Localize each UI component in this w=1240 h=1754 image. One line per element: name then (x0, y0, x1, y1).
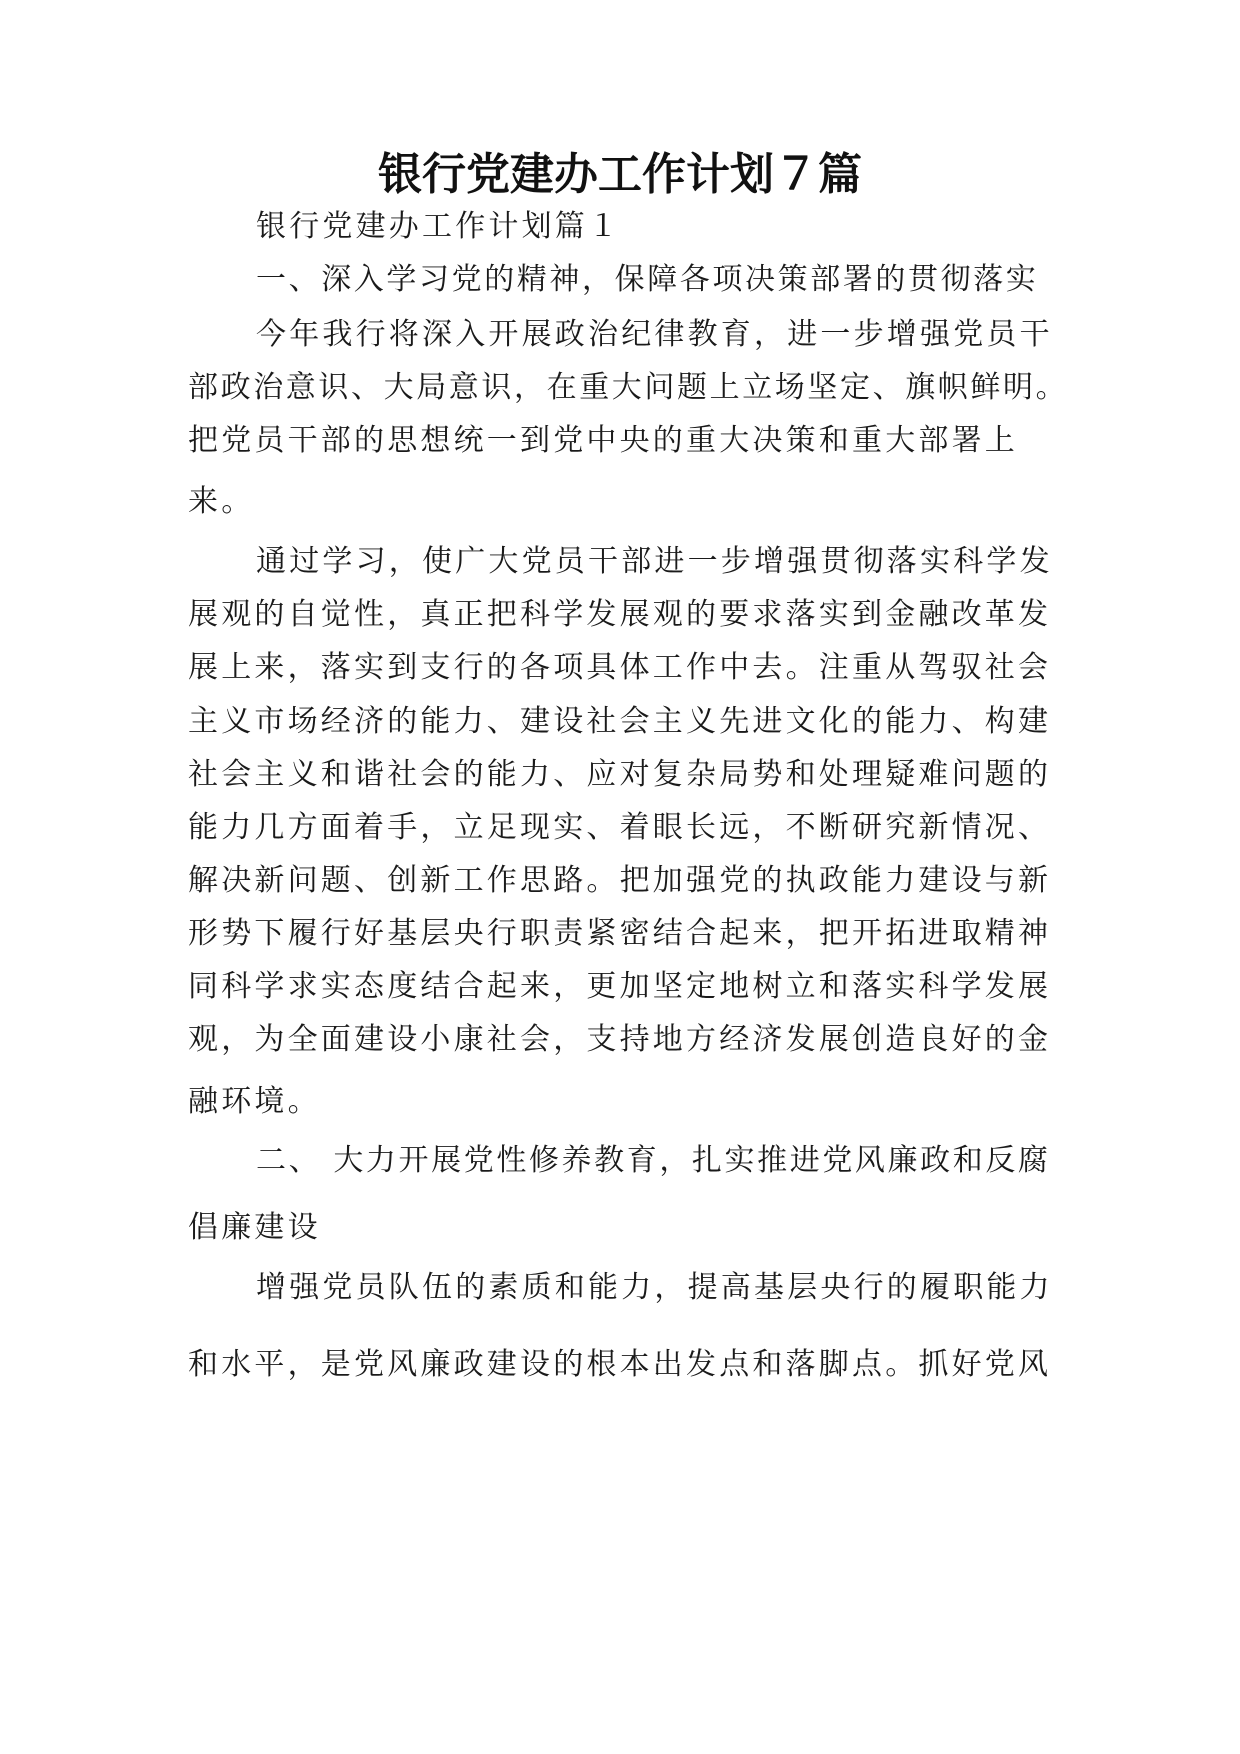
paragraph-line: 今年我行将深入开展政治纪律教育，进一步增强党员干 (256, 317, 1053, 352)
paragraph-line: 观，为全面建设小康社会，支持地方经济发展创造良好的金 (188, 1022, 1052, 1057)
paragraph-line: 社会主义和谐社会的能力、应对复杂局势和处理疑难问题的 (188, 757, 1052, 792)
paragraph-line: 部政治意识、大局意识，在重大问题上立场坚定、旗帜鲜明。 (188, 370, 1069, 405)
paragraph-line: 来。 (188, 484, 255, 519)
paragraph-line: 把党员干部的思想统一到党中央的重大决策和重大部署上 (188, 423, 1018, 458)
section-heading-2: 二、 大力开展党性修养教育，扎实推进党风廉政和反腐 (256, 1143, 1051, 1178)
document-title: 银行党建办工作计划７篇 (378, 149, 862, 200)
section-heading-2-continued: 倡廉建设 (188, 1210, 321, 1245)
paragraph-line: 解决新问题、创新工作思路。把加强党的执政能力建设与新 (188, 863, 1052, 898)
paragraph-line: 主义市场经济的能力、建设社会主义先进文化的能力、构建 (188, 704, 1052, 739)
section-heading-1: 一、深入学习党的精神，保障各项决策部署的贯彻落实 (256, 262, 1039, 297)
paragraph-line: 同科学求实态度结合起来，更加坚定地树立和落实科学发展 (188, 969, 1052, 1004)
section-heading-part-1: 银行党建办工作计划篇１ (256, 209, 622, 244)
paragraph-line: 通过学习，使广大党员干部进一步增强贯彻落实科学发 (256, 544, 1053, 579)
paragraph-line: 展观的自觉性，真正把科学发展观的要求落实到金融改革发 (188, 597, 1052, 632)
paragraph-line: 融环境。 (188, 1084, 321, 1119)
paragraph-line: 和水平，是党风廉政建设的根本出发点和落脚点。抓好党风 (188, 1347, 1052, 1382)
paragraph-line: 展上来，落实到支行的各项具体工作中去。注重从驾驭社会 (188, 650, 1052, 685)
paragraph-line: 能力几方面着手，立足现实、着眼长远，不断研究新情况、 (188, 810, 1052, 845)
paragraph-line: 形势下履行好基层央行职责紧密结合起来，把开拓进取精神 (188, 916, 1052, 951)
paragraph-line: 增强党员队伍的素质和能力，提高基层央行的履职能力 (256, 1270, 1053, 1305)
